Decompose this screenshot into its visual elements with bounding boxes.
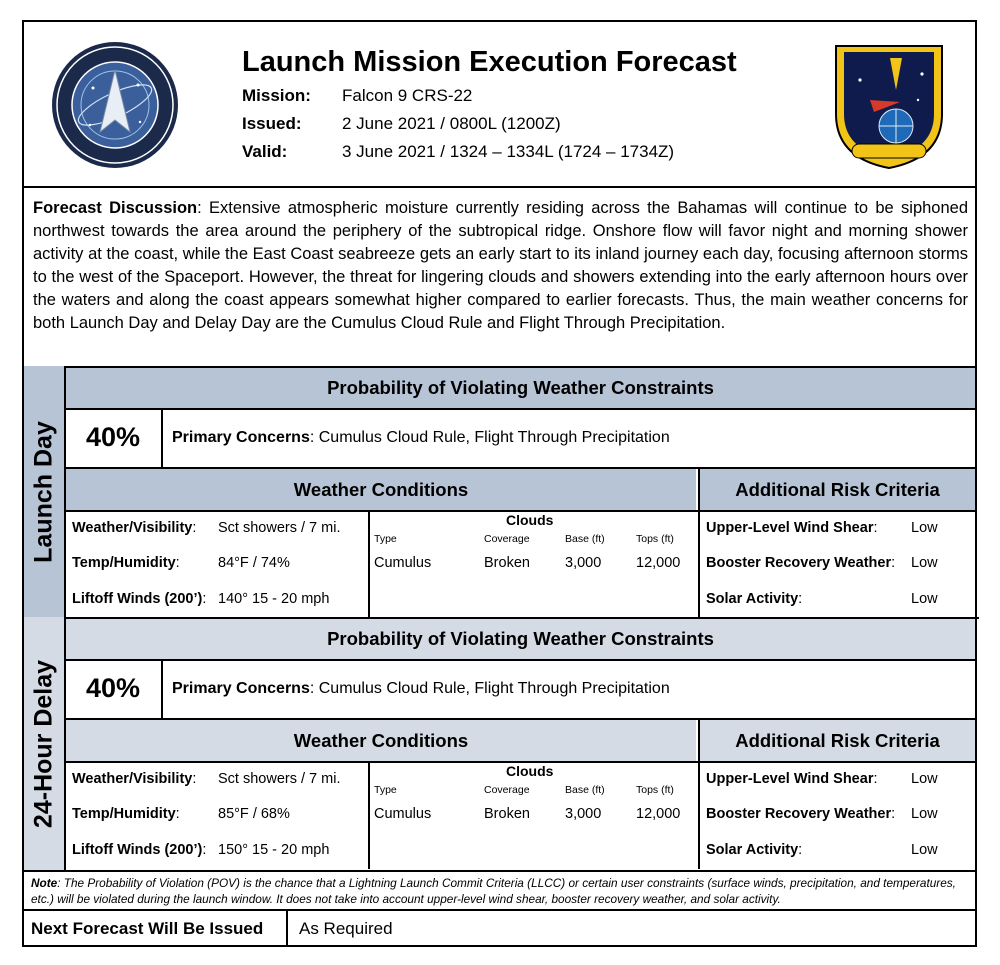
weather-visibility-label: Weather/Visibility:: [72, 771, 197, 787]
cloud-col-tops: Tops (ft): [636, 784, 674, 796]
note-text: : The Probability of Violation (POV) is the chance that a Lightning Launch Commit Criteria (LLCC) or certain user constraints (surface winds, precipitation, and temperatures, etc.) will be violated during the launch window. It does not take into account upper-level wind shear, booster recovery weather, and solar activity.: [31, 876, 956, 906]
discussion-label: Forecast Discussion: [33, 199, 198, 217]
grid-line: [698, 467, 700, 618]
booster-recovery-value: Low: [911, 806, 938, 822]
solar-activity-value: Low: [911, 842, 938, 858]
pov-header: Probability of Violating Weather Constraints: [66, 368, 975, 408]
temp-humidity-label: Temp/Humidity:: [72, 806, 180, 822]
issued-value: 2 June 2021 / 0800L (1200Z): [342, 114, 561, 133]
solar-activity-label: Solar Activity:: [706, 591, 803, 607]
note-divider: [24, 870, 975, 872]
grid-line: [368, 761, 370, 869]
section-side-label: 24-Hour Delay: [24, 617, 66, 870]
discussion-text: : Extensive atmospheric moisture currently residing across the Bahamas will continue to be siphoned northwest towards the area around the periphery of the subtropical ridge. Onshore flow will favor night and morning shower activity at the coast, while the East Coast seabreeze gets an early start to its inland journey each day, focusing afternoon storms to the west of the Spaceport. However, the threat for lingering clouds and showers extending into the early afternoon hours over the waters and along the coast appears somewhat higher compared to earlier forecasts. Thus, the main weather concerns for both Launch Day and Delay Day are the Cumulus Cloud Rule and Flight Through Precipitation.: [33, 199, 969, 332]
grid-line: [368, 510, 370, 618]
weather-visibility-label: Weather/Visibility:: [72, 520, 197, 536]
liftoff-winds-label: Liftoff Winds (200’):: [72, 842, 207, 858]
clouds-title: Clouds: [506, 763, 554, 779]
risk-criteria-header: Additional Risk Criteria: [700, 720, 975, 761]
cloud-col-type: Type: [374, 533, 397, 545]
primary-concerns: Primary Concerns: Cumulus Cloud Rule, Flight Through Precipitation: [172, 680, 670, 697]
booster-recovery-label: Booster Recovery Weather:: [706, 555, 896, 571]
cloud-col-base: Base (ft): [565, 533, 605, 545]
solar-activity-label: Solar Activity:: [706, 842, 803, 858]
valid-value: 3 June 2021 / 1324 – 1334L (1724 – 1734Z): [342, 142, 675, 161]
footer-vline: [286, 909, 288, 947]
liftoff-winds-value: 140° 15 - 20 mph: [218, 591, 330, 607]
pov-value: 40%: [86, 422, 141, 452]
grid-line: [698, 718, 700, 869]
mission-label: Mission:: [242, 86, 311, 105]
next-forecast-value: As Required: [299, 919, 393, 938]
section-side-label: Launch Day: [24, 366, 66, 617]
temp-humidity-value: 84°F / 74%: [218, 555, 290, 571]
booster-recovery-label: Booster Recovery Weather:: [706, 806, 896, 822]
pov-value: 40%: [86, 673, 141, 703]
booster-recovery-value: Low: [911, 555, 938, 571]
wind-shear-value: Low: [911, 771, 938, 787]
solar-activity-value: Low: [911, 591, 938, 607]
cloud-col-type: Type: [374, 784, 397, 796]
valid-label: Valid:: [242, 142, 288, 161]
temp-humidity-value: 85°F / 68%: [218, 806, 290, 822]
cloud-col-coverage: Coverage: [484, 533, 530, 545]
wind-shear-value: Low: [911, 520, 938, 536]
liftoff-winds-label: Liftoff Winds (200’):: [72, 591, 207, 607]
pov-note: [31, 875, 971, 907]
footer-divider: [24, 909, 975, 911]
weather-conditions-header: Weather Conditions: [66, 469, 696, 510]
mission-row: [242, 86, 472, 106]
weather-visibility-value: Sct showers / 7 mi.: [218, 771, 341, 787]
header-divider: [24, 186, 975, 188]
cloud-col-tops: Tops (ft): [636, 533, 674, 545]
temp-humidity-label: Temp/Humidity:: [72, 555, 180, 571]
grid-line: [161, 659, 163, 718]
weather-conditions-header: Weather Conditions: [66, 720, 696, 761]
cloud-coverage-value: Broken: [484, 806, 530, 822]
primary-concerns: Primary Concerns: Cumulus Cloud Rule, Flight Through Precipitation: [172, 429, 670, 446]
cloud-coverage-value: Broken: [484, 555, 530, 571]
cloud-base-value: 3,000: [565, 806, 602, 822]
wind-shear-label: Upper-Level Wind Shear:: [706, 520, 878, 536]
grid-line: [161, 408, 163, 467]
grid-line: [66, 408, 977, 410]
page-title: Launch Mission Execution Forecast: [242, 46, 737, 78]
forecast-sheet: [22, 20, 977, 947]
cloud-tops-value: 12,000: [636, 555, 681, 571]
cloud-type-value: Cumulus: [374, 806, 432, 822]
note-label: Note: [31, 876, 58, 890]
cloud-base-value: 3,000: [565, 555, 602, 571]
weather-squadron-patch-icon: [830, 40, 948, 172]
weather-visibility-value: Sct showers / 7 mi.: [218, 520, 341, 536]
cloud-type-value: Cumulus: [374, 555, 432, 571]
pov-header: Probability of Violating Weather Constraints: [66, 619, 975, 659]
forecast-discussion: [33, 197, 968, 335]
clouds-title: Clouds: [506, 512, 554, 528]
risk-criteria-header: Additional Risk Criteria: [700, 469, 975, 510]
next-forecast-label: Next Forecast Will Be Issued: [31, 919, 264, 938]
valid-row: [242, 142, 674, 162]
mission-value: Falcon 9 CRS-22: [342, 86, 473, 105]
issued-label: Issued:: [242, 114, 302, 133]
issued-row: [242, 114, 561, 134]
liftoff-winds-value: 150° 15 - 20 mph: [218, 842, 330, 858]
space-force-seal-icon: [50, 40, 180, 170]
cloud-col-base: Base (ft): [565, 784, 605, 796]
cloud-col-coverage: Coverage: [484, 784, 530, 796]
grid-line: [66, 659, 977, 661]
cloud-tops-value: 12,000: [636, 806, 681, 822]
wind-shear-label: Upper-Level Wind Shear:: [706, 771, 878, 787]
